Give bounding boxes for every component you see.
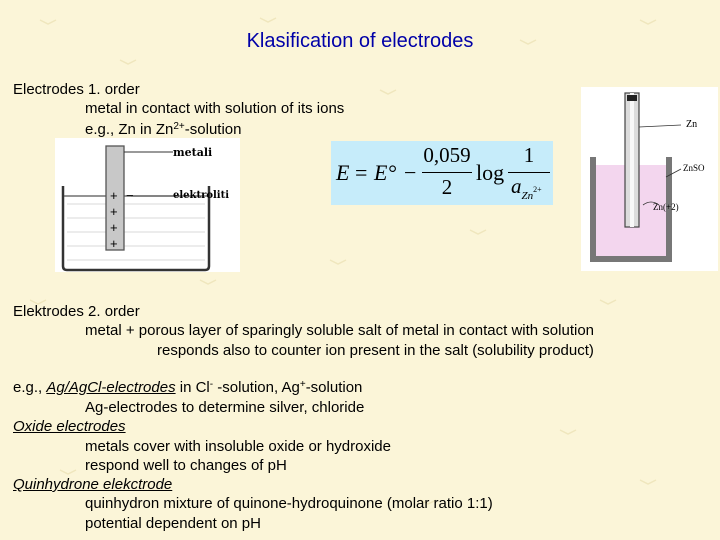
quinhydrone-description-1: quinhydron mixture of quinone-hydroquinone (molar ratio 1:1) xyxy=(85,495,493,512)
formula-activity xyxy=(511,174,542,202)
agcl-prefix: e.g., xyxy=(13,379,47,396)
ag-electrodes-line: Ag-electrodes to determine silver, chloride xyxy=(85,399,365,416)
activity-charge: 2+ xyxy=(533,185,542,194)
formula-one: 1 xyxy=(523,143,535,167)
minus-sign: − xyxy=(126,188,134,203)
agcl-example xyxy=(13,379,362,397)
first-order-heading: Electrodes 1. order xyxy=(13,81,140,98)
electrolyte-label: elektroliti xyxy=(173,190,230,201)
formula-E0: E° xyxy=(374,160,397,185)
second-order-heading: Elektrodes 2. order xyxy=(13,303,140,320)
activity-sub: Zn xyxy=(521,190,534,202)
second-order-note: responds also to counter ion present in the salt (solubility product) xyxy=(157,342,594,359)
agcl-in: in Cl xyxy=(175,379,210,396)
agcl-electrode-term: Ag/AgCl-electrodes xyxy=(46,379,176,396)
activity-a: a xyxy=(511,174,522,198)
first-order-description: metal in contact with solution of its ions xyxy=(85,100,345,117)
first-order-example xyxy=(85,121,241,139)
beaker-figure xyxy=(55,138,240,272)
formula-equals: = xyxy=(355,160,368,185)
formula-numerator: 0,059 xyxy=(423,143,471,167)
slide-title: Klasification of electrodes xyxy=(246,30,474,52)
fraction-bar xyxy=(508,172,550,173)
example-prefix: e.g., Zn in Zn xyxy=(85,121,174,138)
zn-ion-label: Zn(+2) xyxy=(653,202,679,212)
zn-label: Zn xyxy=(686,119,698,130)
oxide-electrodes-heading: Oxide electrodes xyxy=(13,418,126,435)
znso4-label: ZnSO xyxy=(683,163,705,173)
quinhydrone-electrode-heading: Quinhydrone elekctrode xyxy=(13,476,173,493)
plus-sign: + xyxy=(110,236,118,251)
oxide-description-1: metals cover with insoluble oxide or hydroxide xyxy=(85,438,391,455)
second-order-description: metal + porous layer of sparingly soluble salt of metal in contact with solution xyxy=(85,322,595,339)
silver-charge: + xyxy=(299,379,306,390)
fraction-bar xyxy=(422,172,472,173)
plus-sign: + xyxy=(110,220,118,235)
chloride-charge: - xyxy=(209,379,214,390)
nernst-equation xyxy=(331,141,553,205)
zinc-cell-figure xyxy=(581,87,718,271)
plus-sign: + xyxy=(110,204,118,219)
plus-sign: + xyxy=(110,188,118,203)
formula-log: log xyxy=(476,160,505,185)
formula-minus: − xyxy=(404,160,417,185)
agcl-end: -solution xyxy=(305,379,363,396)
example-suffix: -solution xyxy=(184,121,242,138)
oxide-description-2: respond well to changes of pH xyxy=(85,457,287,474)
quinhydrone-description-2: potential dependent on pH xyxy=(85,515,261,532)
agcl-mid: -solution, Ag xyxy=(213,379,300,396)
formula-E: E xyxy=(336,160,350,185)
formula-denominator: 2 xyxy=(441,175,453,199)
example-charge: 2+ xyxy=(173,121,185,132)
zinc-cell-drawing xyxy=(581,87,718,271)
beaker-drawing xyxy=(55,138,240,272)
metal-label: metali xyxy=(173,146,213,159)
